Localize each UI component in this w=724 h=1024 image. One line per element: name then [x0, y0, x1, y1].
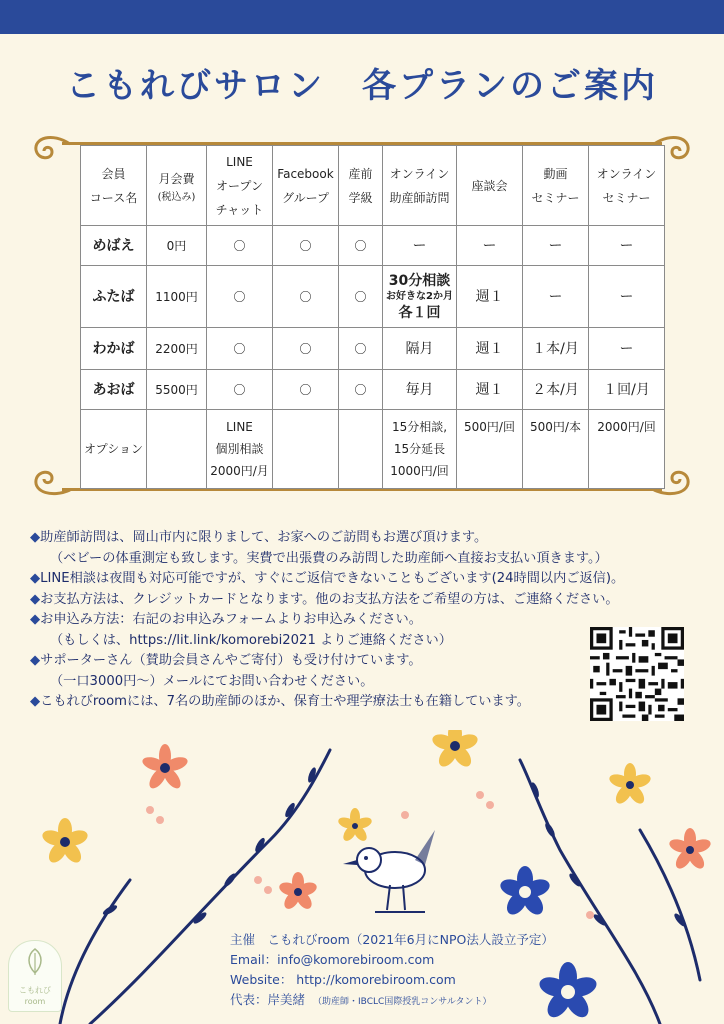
plans-table: [80, 145, 665, 489]
note-text: お支払方法は、クレジットカードとなります。他のお支払方法をご希望の方は、ご連絡ください。: [40, 591, 619, 607]
table-row: [81, 328, 665, 370]
diamond-bullet-icon: ◆: [30, 694, 41, 709]
prenatal-cell: 〇: [339, 226, 383, 266]
online-cell: １回/月: [589, 370, 665, 410]
note-text: （一口3000円～）メールにてお問い合わせください。: [50, 673, 374, 689]
visit-line2: お好きな2か月: [386, 290, 453, 302]
header-talk-line1: 座談会: [471, 178, 508, 193]
representative-line: [230, 990, 554, 1012]
table-row: [81, 370, 665, 410]
course-name: ふたば: [81, 266, 147, 328]
talk-cell: 週１: [457, 328, 523, 370]
diamond-bullet-icon: ◆: [30, 591, 41, 607]
bird-icon: [343, 830, 435, 912]
option-video-cell: 500円/本: [523, 410, 589, 489]
header-line-line3: チャット: [215, 202, 264, 217]
option-label: オプション: [81, 410, 147, 489]
online-cell: ー: [589, 226, 665, 266]
flower-yellow-4: [337, 808, 373, 843]
header-facebook-line2: グループ: [281, 190, 330, 205]
prenatal-cell: 〇: [339, 370, 383, 410]
komorebi-logo: [8, 940, 62, 1012]
talk-cell: ー: [457, 226, 523, 266]
talk-cell: 週１: [457, 370, 523, 410]
website-link[interactable]: Website： http://komorebiroom.com: [230, 972, 456, 987]
header-line-line2: オープン: [216, 178, 263, 193]
option-facebook-cell: [273, 410, 339, 489]
fee-cell: 5500円: [147, 370, 207, 410]
option-prenatal-cell: [339, 410, 383, 489]
header-course: [81, 146, 147, 226]
diamond-bullet-icon: ◆: [30, 530, 41, 545]
note-text: サポーターさん（賛助会員さんやご寄付）も受け付けています。: [40, 653, 422, 668]
option-visit-line3: 1000円/回: [390, 464, 449, 478]
visit-cell: [383, 266, 457, 328]
option-online-cell: 2000円/回: [589, 410, 665, 489]
header-fee-sub: (税込み): [157, 191, 196, 203]
header-facebook: [273, 146, 339, 226]
diamond-bullet-icon: ◆: [30, 612, 41, 627]
note-link-text[interactable]: （もしくは、https://lit.link/komorebi2021 よりご連絡ください）: [50, 632, 452, 648]
header-course-line2: コース名: [89, 190, 138, 205]
page-title: こもれびサロン 各プランのご案内: [66, 66, 658, 106]
option-row: [81, 410, 665, 489]
header-online: [589, 146, 665, 226]
header-video: [523, 146, 589, 226]
course-name: めばえ: [81, 226, 147, 266]
header-course-line1: 会員: [101, 166, 126, 181]
prenatal-cell: 〇: [339, 328, 383, 370]
facebook-cell: 〇: [273, 266, 339, 328]
table-row: [81, 226, 665, 266]
facebook-cell: 〇: [273, 328, 339, 370]
option-line-line3: 2000円/月: [210, 464, 269, 478]
flower-yellow-1: [40, 818, 89, 866]
header-video-line2: セミナー: [531, 190, 580, 205]
line-cell: 〇: [207, 328, 273, 370]
course-name: わかば: [81, 328, 147, 370]
note-text: LINE相談は夜間も対応可能ですが、すぐにご返信できないこともございます(24時間以内ご返信)。: [40, 571, 625, 586]
visit-line3: 各１回: [398, 304, 441, 321]
note-text: お申込み方法：右記のお申込みフォームよりお申込みください。: [40, 612, 422, 627]
diamond-bullet-icon: ◆: [30, 653, 41, 668]
visit-cell: 隔月: [383, 328, 457, 370]
table-header-row: [81, 146, 665, 226]
visit-line1: 30分相談: [388, 272, 451, 289]
option-visit-line2: 15分延長: [393, 442, 446, 456]
course-name: あおば: [81, 370, 147, 410]
fee-cell: 1100円: [147, 266, 207, 328]
vine-stem-left-small: [60, 880, 130, 1024]
header-fee-line1: 月会費: [158, 171, 195, 186]
option-line-line1: LINE: [226, 420, 253, 434]
diamond-bullet-icon: ◆: [30, 571, 41, 586]
footer-info: [230, 930, 554, 1012]
header-talk: [457, 146, 523, 226]
representative-note: （助産師・IBCLC国際授乳コンサルタント）: [317, 997, 492, 1007]
note-text: 助産師訪問は、岡山市内に限りまして、お家へのご訪問もお選び頂けます。: [40, 530, 488, 545]
scroll-curl-top-left: [32, 132, 72, 168]
logo-text-line2: room: [24, 997, 46, 1006]
online-cell: ー: [589, 328, 665, 370]
header-prenatal-line2: 学級: [348, 190, 373, 205]
visit-cell: ー: [383, 226, 457, 266]
line-cell: 〇: [207, 226, 273, 266]
note-item: [30, 590, 710, 611]
option-talk-cell: 500円/回: [457, 410, 523, 489]
qr-code-icon[interactable]: [590, 627, 684, 721]
scroll-curl-bottom-left: [32, 462, 72, 498]
fee-cell: 0円: [147, 226, 207, 266]
option-line-line2: 個別相談: [215, 442, 264, 456]
facebook-cell: 〇: [273, 226, 339, 266]
talk-cell: 週１: [457, 266, 523, 328]
option-visit-line1: 15分相談,: [391, 420, 448, 434]
note-item: [30, 569, 710, 590]
header-visit: [383, 146, 457, 226]
header-online-line1: オンライン: [596, 166, 657, 181]
header-online-line2: セミナー: [602, 190, 651, 205]
header-facebook-line1: Facebook: [277, 166, 334, 181]
header-line: [207, 146, 273, 226]
logo-text-line1: こもれび: [19, 986, 51, 995]
note-text: （ベビーの体重測定も致します。実費で出張費のみ訪問した助産師へ直接お支払い頂きます。）: [50, 550, 608, 566]
flower-blue-1: [498, 866, 552, 918]
header-prenatal-line1: 産前: [348, 166, 373, 181]
header-line-line1: LINE: [226, 154, 253, 169]
fee-cell: 2200円: [147, 328, 207, 370]
organizer-text: 主催 こもれびroom（2021年6月にNPO法人設立予定）: [230, 932, 554, 947]
top-banner: [0, 0, 724, 34]
online-cell: ー: [589, 266, 665, 328]
note-item: [30, 528, 710, 549]
note-text: こもれびroomには、7名の助産師のほか、保育士や理学療法士も在籍しています。: [40, 694, 530, 709]
header-fee: [147, 146, 207, 226]
note-item: [30, 549, 710, 570]
video-cell: ２本/月: [523, 370, 589, 410]
flower-yellow-3: [608, 763, 653, 806]
leaf-icon: [9, 941, 61, 981]
video-cell: １本/月: [523, 328, 589, 370]
representative-name: 代表：岸美緒: [230, 992, 306, 1007]
option-line-cell: [207, 410, 273, 489]
prenatal-cell: 〇: [339, 266, 383, 328]
option-visit-cell: [383, 410, 457, 489]
line-cell: 〇: [207, 266, 273, 328]
flower-coral-3: [668, 828, 713, 871]
email-link[interactable]: Email：info@komorebiroom.com: [230, 952, 435, 967]
table-row: [81, 266, 665, 328]
flower-coral-2: [278, 872, 319, 912]
line-cell: 〇: [207, 370, 273, 410]
facebook-cell: 〇: [273, 370, 339, 410]
header-video-line1: 動画: [543, 166, 568, 181]
flower-yellow-2: [430, 730, 479, 770]
option-fee-cell: [147, 410, 207, 489]
flower-coral-1: [141, 744, 190, 791]
video-cell: ー: [523, 266, 589, 328]
header-visit-line2: 助産師訪問: [389, 190, 450, 205]
video-cell: ー: [523, 226, 589, 266]
visit-cell: 毎月: [383, 370, 457, 410]
header-prenatal: [339, 146, 383, 226]
header-visit-line1: オンライン: [389, 166, 450, 181]
